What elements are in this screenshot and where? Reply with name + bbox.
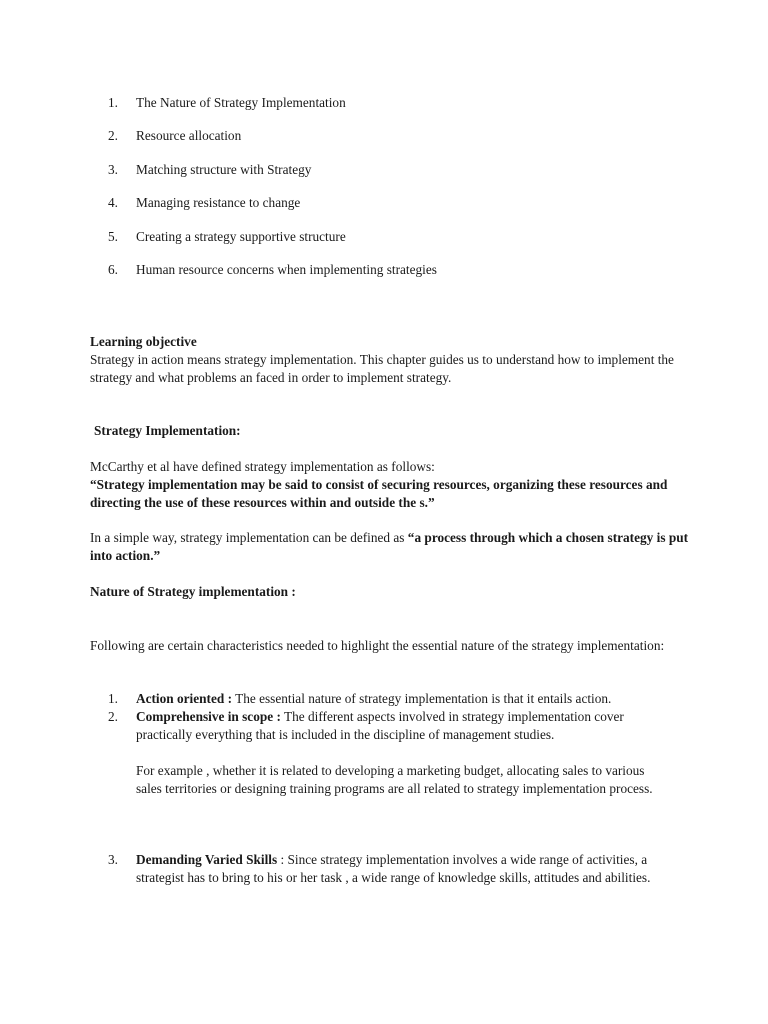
characteristic-text: [136, 851, 666, 887]
strategy-implementation-heading: Strategy Implementation:: [94, 423, 241, 438]
contents-item-text: Managing resistance to change: [136, 195, 301, 211]
contents-item-number: 6.: [108, 261, 118, 277]
contents-item-text: Human resource concerns when implementing strategies: [136, 261, 437, 277]
nature-heading: Nature of Strategy implementation :: [90, 584, 296, 599]
characteristic-item: [108, 851, 668, 887]
characteristic-number: 1.: [108, 691, 118, 706]
contents-item: [108, 228, 437, 261]
contents-item-text: Creating a strategy supportive structure: [136, 228, 346, 244]
learning-objective-heading: Learning objective: [90, 334, 197, 349]
learning-objective-body: Strategy in action means strategy implementation. This chapter guides us to understand how to implement the strategy and what problems an faced in order to implement strategy.: [90, 352, 674, 385]
simple-definition-quote: “a process through which a chosen strategy is put into action.”: [90, 530, 689, 563]
chapter-contents-list: [108, 94, 437, 294]
contents-item-number: 3.: [108, 161, 118, 177]
characteristic-number: 2.: [108, 709, 118, 724]
definition-paragraph: [90, 458, 690, 512]
characteristic-item: [108, 708, 668, 798]
contents-item-text: Matching structure with Strategy: [136, 161, 312, 177]
contents-item-text: Resource allocation: [136, 128, 242, 144]
contents-item-number: 5.: [108, 228, 118, 244]
characteristic-example: For example , whether it is related to developing a marketing budget, allocating sales to various sales territories or designing training programs are all related to strategy implementation process.: [136, 763, 653, 796]
characteristics-list-continued: [108, 851, 668, 887]
characteristic-title: Comprehensive in scope :: [136, 709, 281, 724]
characteristic-title: Demanding Varied Skills: [136, 852, 278, 867]
learning-objective-section: [90, 333, 690, 387]
contents-item-number: 4.: [108, 195, 118, 211]
characteristic-text: [136, 690, 666, 708]
simple-definition-prefix: In a simple way, strategy implementation can be defined as: [90, 530, 408, 545]
simple-definition-paragraph: [90, 529, 690, 565]
characteristic-description: The different aspects involved in strategy implementation cover practically everything that is included in the discipline of management studies.: [136, 709, 624, 742]
definition-quote: “Strategy implementation may be said to consist of securing resources, organizing these resources and directing the use of these resources within and outside the s.”: [90, 477, 668, 510]
characteristic-description: The essential nature of strategy implementation is that it entails action.: [232, 691, 612, 706]
characteristic-number: 3.: [108, 852, 118, 867]
characteristic-item: [108, 690, 668, 708]
contents-item-number: 2.: [108, 128, 118, 144]
definition-intro: McCarthy et al have defined strategy implementation as follows:: [90, 459, 435, 474]
contents-item: [108, 194, 437, 227]
nature-intro: Following are certain characteristics needed to highlight the essential nature of the strategy implementation:: [90, 638, 665, 653]
contents-item: [108, 94, 437, 127]
contents-item: [108, 261, 437, 294]
contents-item: [108, 161, 437, 194]
characteristic-description: : Since strategy implementation involves a wide range of activities, a strategist has to bring to his or her task , a wide range of knowledge skills, attitudes and abilities.: [136, 852, 651, 885]
characteristic-title: Action oriented :: [136, 691, 233, 706]
contents-item-text: The Nature of Strategy Implementation: [136, 95, 346, 110]
characteristic-text: [136, 708, 666, 798]
contents-item: [108, 127, 437, 160]
contents-item-number: 1.: [108, 95, 118, 110]
characteristics-list: [108, 690, 668, 798]
